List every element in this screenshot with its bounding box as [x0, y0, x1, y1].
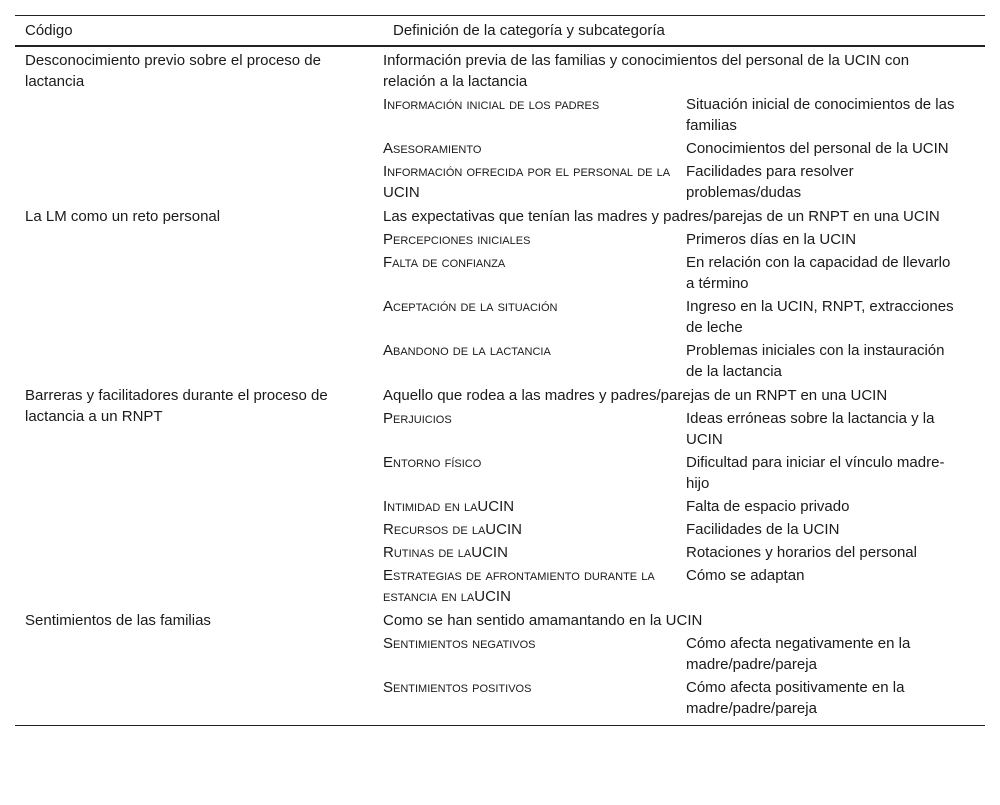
category-group: [15, 607, 985, 725]
subcategory-name: Aceptación de la situación: [383, 298, 558, 315]
subcategory-description: Problemas iniciales con la instauración de la lactancia: [686, 342, 945, 380]
table-body: [15, 47, 985, 725]
subcategory-name: Sentimientos negativos: [383, 635, 536, 652]
category-description: Información previa de las familias y conocimientos del personal de la UCIN con relación a la lactancia: [383, 52, 910, 90]
subcategory-row: [373, 138, 985, 159]
category-group: [15, 47, 985, 203]
subcategory-row: [373, 161, 985, 203]
subcategory-row: [373, 229, 985, 250]
subcategory-description: Cómo se adaptan: [686, 567, 805, 584]
subcategory-row: [373, 94, 985, 136]
category-table: [15, 15, 985, 726]
subcategory-row: [373, 565, 985, 607]
subcategory-description: Conocimientos del personal de la UCIN: [686, 140, 949, 157]
subcategory-name: Abandono de la lactancia: [383, 342, 551, 359]
subcategory-row: [373, 633, 985, 675]
category-code: La LM como un reto personal: [25, 208, 221, 225]
subcategory-row: [373, 296, 985, 338]
subcategory-name: Asesoramiento: [383, 140, 482, 157]
subcategory-name: Información ofrecida por el personal de la UCIN: [383, 163, 671, 201]
category-description: Las expectativas que tenían las madres y padres/parejas de un RNPT en una UCIN: [383, 208, 940, 225]
subcategory-name: Estrategias de afrontamiento durante la estancia en laUCIN: [383, 567, 655, 605]
subcategory-row: [373, 496, 985, 517]
category-definition: [373, 385, 985, 607]
subcategory-description: Facilidades para resolver problemas/dudas: [686, 163, 854, 201]
subcategory-description: Primeros días en la UCIN: [686, 231, 857, 248]
subcategory-name: Entorno físico: [383, 454, 482, 471]
category-code: Desconocimiento previo sobre el proceso de lactancia: [25, 52, 321, 90]
category-group: [15, 382, 985, 607]
subcategory-name: Rutinas de laUCIN: [383, 544, 508, 561]
category-definition: [373, 50, 985, 203]
subcategory-description: Situación inicial de conocimientos de las familias: [686, 96, 955, 134]
subcategory-description: Cómo afecta negativamente en la madre/padre/pareja: [686, 635, 911, 673]
subcategory-name: Perjuicios: [383, 410, 452, 427]
table-header: [15, 16, 985, 47]
subcategory-row: [373, 519, 985, 540]
category-description: Aquello que rodea a las madres y padres/parejas de un RNPT en una UCIN: [383, 387, 888, 404]
subcategory-name: Intimidad en laUCIN: [383, 498, 515, 515]
category-code: Barreras y facilitadores durante el proceso de lactancia a un RNPT: [25, 387, 328, 425]
subcategory-description: Ideas erróneas sobre la lactancia y la UCIN: [686, 410, 935, 448]
subcategory-row: [373, 252, 985, 294]
category-definition: [373, 610, 985, 719]
subcategory-row: [373, 542, 985, 563]
subcategory-description: Dificultad para iniciar el vínculo madre-hijo: [686, 454, 945, 492]
subcategory-name: Sentimientos positivos: [383, 679, 532, 696]
subcategory-description: Rotaciones y horarios del personal: [686, 544, 917, 561]
category-description: Como se han sentido amamantando en la UCIN: [383, 612, 703, 629]
subcategory-row: [373, 408, 985, 450]
subcategory-description: Cómo afecta positivamente en la madre/padre/pareja: [686, 679, 905, 717]
subcategory-row: [373, 340, 985, 382]
subcategory-name: Percepciones iniciales: [383, 231, 531, 248]
subcategory-description: Falta de espacio privado: [686, 498, 850, 515]
subcategory-description: Ingreso en la UCIN, RNPT, extracciones de leche: [686, 298, 954, 336]
subcategory-description: En relación con la capacidad de llevarlo a término: [686, 254, 951, 292]
subcategory-name: Recursos de laUCIN: [383, 521, 522, 538]
subcategory-name: Información inicial de los padres: [383, 96, 600, 113]
subcategory-row: [373, 452, 985, 494]
subcategory-name: Falta de confianza: [383, 254, 506, 271]
category-group: [15, 203, 985, 382]
category-code: Sentimientos de las familias: [25, 612, 211, 629]
category-definition: [373, 206, 985, 382]
header-code: Código: [25, 22, 73, 39]
subcategory-row: [373, 677, 985, 719]
subcategory-description: Facilidades de la UCIN: [686, 521, 840, 538]
header-definition: Definición de la categoría y subcategoría: [393, 22, 665, 39]
